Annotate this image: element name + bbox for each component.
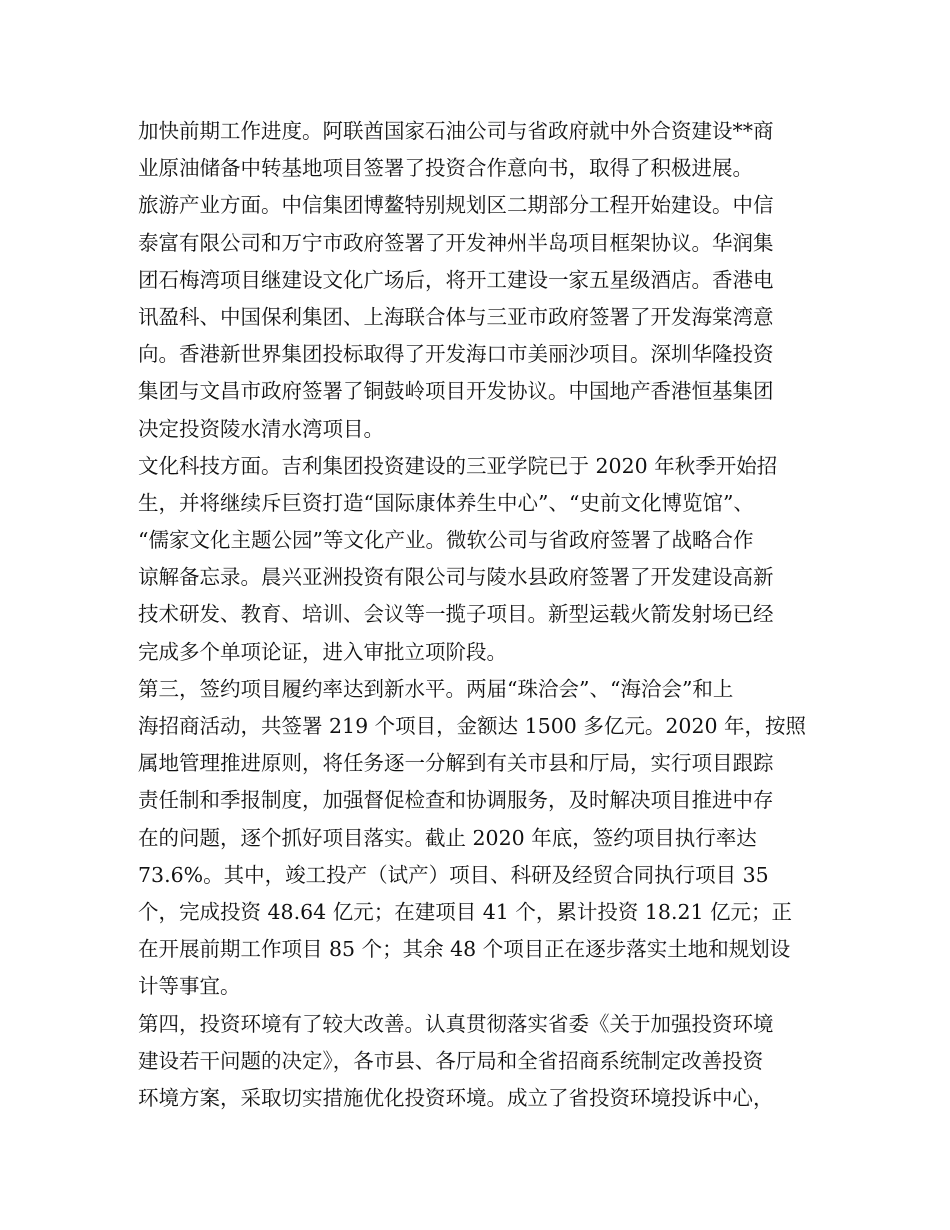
text-line: 讯盈科、中国保利集团、上海联合体与三亚市政府签署了开发海棠湾意	[138, 304, 774, 329]
text-line: 向。香港新世界集团投标取得了开发海口市美丽沙项目。深圳华隆投资	[138, 342, 774, 367]
text-line: 计等事宜。	[138, 974, 241, 999]
text-line: 个，完成投资 48.64 亿元；在建项目 41 个，累计投资 18.21 亿元；正	[138, 899, 793, 924]
text-line: 团石梅湾项目继建设文化广场后，将开工建设一家五星级酒店。香港电	[138, 267, 774, 292]
text-line: 旅游产业方面。中信集团博鳌特别规划区二期部分工程开始建设。中信	[138, 193, 774, 218]
text-line: 在的问题，逐个抓好项目落实。截止 2020 年底，签约项目执行率达	[138, 825, 757, 850]
text-line: 业原油储备中转基地项目签署了投资合作意向书，取得了积极进展。	[138, 156, 753, 181]
text-line: 集团与文昌市政府签署了铜鼓岭项目开发协议。中国地产香港恒基集团	[138, 379, 774, 404]
text-line: 海招商活动，共签署 219 个项目，金额达 1500 多亿元。2020 年，按照	[138, 714, 807, 738]
text-line: 属地管理推进原则，将任务逐一分解到有关市县和厅局，实行项目跟踪	[138, 751, 774, 776]
text-line: 第四，投资环境有了较大改善。认真贯彻落实省委《关于加强投资环境	[138, 1011, 774, 1036]
text-line: 责任制和季报制度，加强督促检查和协调服务，及时解决项目推进中存	[138, 788, 774, 813]
text-line: 谅解备忘录。晨兴亚洲投资有限公司与陵水县政府签署了开发建设高新	[138, 565, 774, 590]
text-line: 加快前期工作进度。阿联酋国家石油公司与省政府就中外合资建设**商	[138, 119, 774, 143]
text-line: 文化科技方面。吉利集团投资建设的三亚学院已于 2020 年秋季开始招	[138, 453, 778, 478]
document-body	[138, 113, 818, 1117]
text-line: 第三，签约项目履约率达到新水平。两届“珠洽会”、“海洽会”和上	[138, 676, 734, 701]
text-line: 决定投资陵水清水湾项目。	[138, 416, 384, 441]
text-line: 生，并将继续斥巨资打造“国际康体养生中心”、“史前文化博览馆”、	[138, 490, 754, 515]
text-line: 环境方案，采取切实措施优化投资环境。成立了省投资环境投诉中心，	[138, 1085, 774, 1110]
text-line: “儒家文化主题公园”等文化产业。微软公司与省政府签署了战略合作	[138, 528, 754, 553]
text-line: 73.6%。其中，竣工投产（试产）项目、科研及经贸合同执行项目 35	[138, 862, 769, 887]
text-line: 技术研发、教育、培训、会议等一揽子项目。新型运载火箭发射场已经	[138, 602, 774, 627]
text-line: 泰富有限公司和万宁市政府签署了开发神州半岛项目框架协议。华润集	[138, 230, 774, 255]
text-line: 完成多个单项论证，进入审批立项阶段。	[138, 639, 507, 664]
text-line: 在开展前期工作项目 85 个；其余 48 个项目正在逐步落实土地和规划设	[138, 937, 791, 962]
text-line: 建设若干问题的决定》，各市县、各厅局和全省招商系统制定改善投资	[138, 1048, 764, 1073]
